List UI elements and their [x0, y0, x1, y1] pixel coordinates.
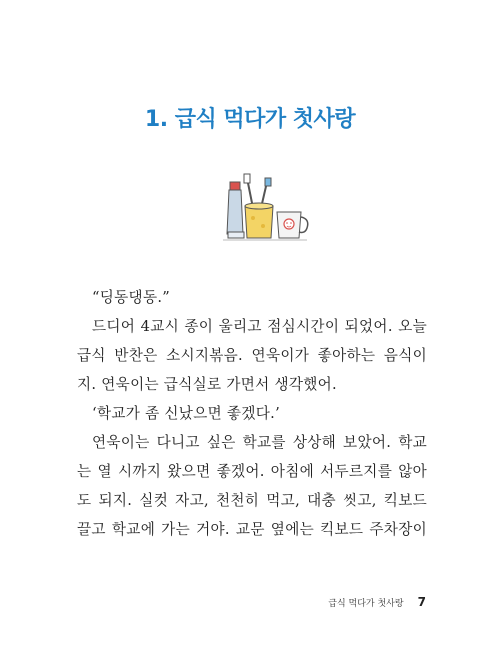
text-line: 끌고 학교에 가는 거야. 교문 옆에는 킥보드 주차장이 [77, 521, 427, 538]
chapter-title: 1. 급식 먹다가 첫사랑 [144, 107, 356, 132]
text-line: 도 되지. 실컷 자고, 천천히 먹고, 대충 씻고, 킥보드 [77, 492, 427, 509]
running-title: 급식 먹다가 첫사랑 [328, 599, 404, 609]
text-line: 드디어 4교시 종이 울리고 점심시간이 되었어. 오늘 [92, 318, 427, 335]
page-footer [328, 591, 426, 610]
text-line: 연욱이는 다니고 싶은 학교를 상상해 보았어. 학교 [92, 434, 427, 451]
text-line: ‘학교가 좀 신났으면 좋겠다.’ [92, 405, 281, 422]
text-line: 지. 연욱이는 급식실로 가면서 생각했어. [77, 376, 337, 393]
toothbrush-cup-icon [215, 172, 311, 244]
text-line: “딩동댕동.” [92, 289, 171, 306]
body-text [77, 283, 427, 544]
text-line: 급식 반찬은 소시지볶음. 연욱이가 좋아하는 음식이 [77, 347, 427, 364]
page-number: 7 [417, 595, 426, 609]
text-line: 는 열 시까지 왔으면 좋겠어. 아침에 서두르지를 않아 [77, 463, 427, 480]
illustration [215, 172, 311, 244]
